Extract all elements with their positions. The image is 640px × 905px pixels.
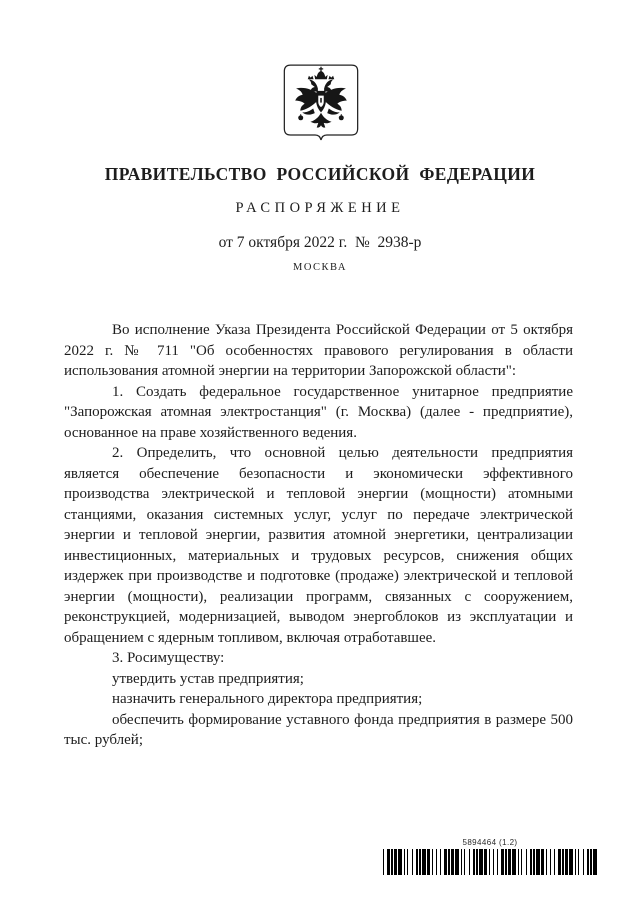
paragraph-item-3a: утвердить устав предприятия;: [112, 670, 304, 687]
paragraph-item-2: 2. Определить, что основной целью деятельности предприятия является обеспечение безопасности и экономически эффективного производства электрической и тепловой энергии (мощности) атомными станциями, оказания системных услуг, услуг по передаче электрической энергии и тепловой энергии, развития атомной энергетики, централизации инвестиционных, материальных и трудовых ресурсов, снижения общих издержек при производстве и подготовке (продаже) электрической и тепловой энергии (мощности), реализации программ, связанных с сооружением, реконструкцией, модернизацией, выводом энергоблоков из эксплуатации и обращением с ядерным топливом, включая отработавшее.: [64, 445, 573, 646]
paragraph-item-3b: назначить генерального директора предприятия;: [112, 691, 423, 707]
paragraph-item-3: 3. Росимуществу:: [112, 650, 225, 666]
barcode-label: 5894464 (1.2): [462, 838, 518, 847]
registration-barcode: [383, 838, 597, 875]
document-type-title: РАСПОРЯЖЕНИЕ: [235, 200, 405, 216]
coat-of-arms-icon: [282, 61, 360, 152]
issuer-title: ПРАВИТЕЛЬСТВО РОССИЙСКОЙ ФЕДЕРАЦИИ: [104, 164, 536, 184]
document-city: МОСКВА: [293, 262, 347, 273]
paragraph-item-1: 1. Создать федеральное государственное унитарное предприятие "Запорожская атомная электростанция" (г. Москва) (далее - предприятие), основанное на праве хозяйственного ведения.: [64, 383, 573, 441]
document-body: [64, 320, 573, 751]
paragraph-preamble: Во исполнение Указа Президента Российской Федерации от 5 октября 2022 г. № 711 "Об особенностях правового регулирования в области использования атомной энергии на территории Запорожской области":: [64, 322, 573, 379]
document-date-number: от 7 октября 2022 г. № 2938-р: [218, 234, 422, 251]
paragraph-item-3c: обеспечить формирование уставного фонда предприятия в размере 500 тыс. рублей;: [64, 711, 573, 748]
barcode-bars: [383, 849, 597, 875]
